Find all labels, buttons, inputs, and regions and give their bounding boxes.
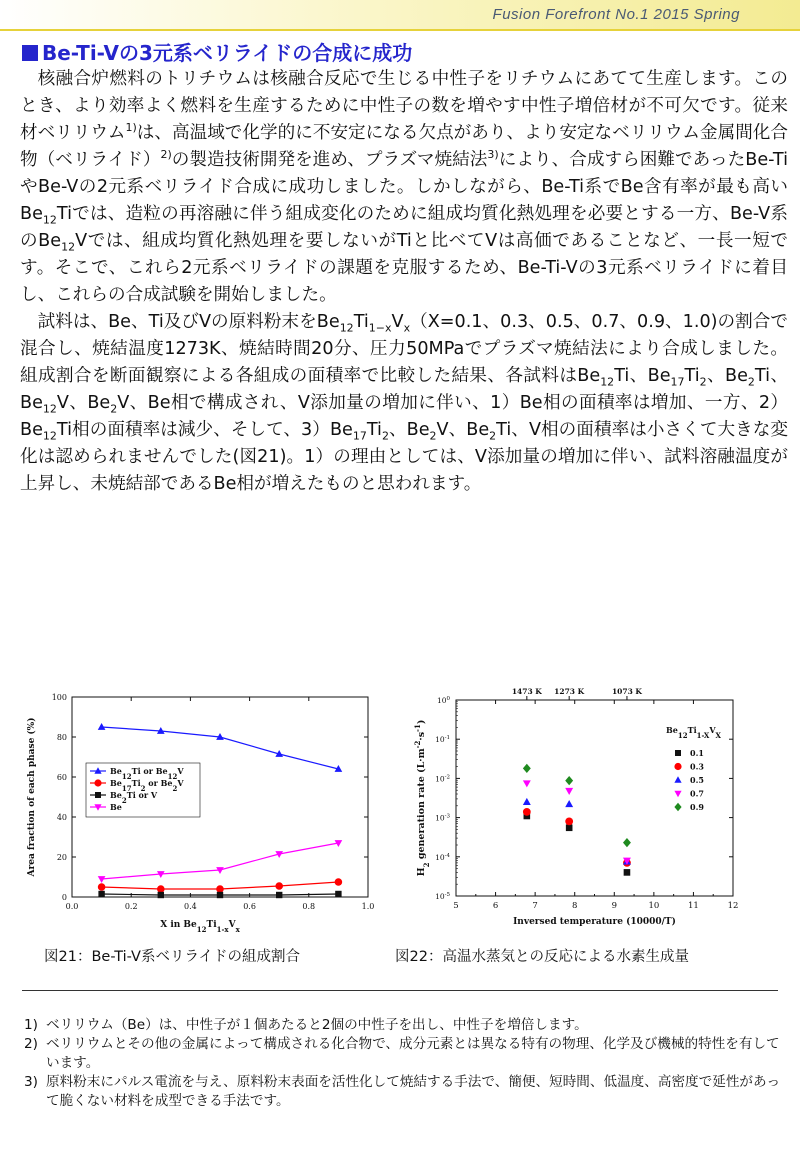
x-tick-label: 0.4 bbox=[184, 902, 197, 911]
paragraph-1 bbox=[20, 66, 788, 309]
data-point bbox=[565, 788, 573, 795]
legend-label: 0.1 bbox=[690, 748, 704, 758]
data-point bbox=[523, 798, 531, 805]
text-run: は、高温域で化学的に不安定になる欠点があり、より安定なベリリウム金属間化合物（ベリライド） bbox=[20, 123, 789, 170]
x-tick-label: 11 bbox=[688, 901, 699, 911]
text-run: の製造技術開発を進め、プラズマ焼結法 bbox=[171, 150, 488, 170]
legend-label: 0.9 bbox=[690, 802, 704, 812]
data-point bbox=[523, 780, 531, 787]
data-point bbox=[565, 817, 573, 825]
y-tick-label: $10^{-3}$ bbox=[435, 813, 450, 823]
subscript: x bbox=[403, 321, 411, 335]
text-run: Ti bbox=[366, 420, 382, 440]
subscript: 12 bbox=[42, 402, 57, 416]
x-tick-label: 1.0 bbox=[361, 902, 375, 911]
footnotes bbox=[24, 1016, 784, 1111]
legend-marker bbox=[674, 803, 681, 811]
subscript: 17 bbox=[670, 375, 685, 389]
subscript: 12 bbox=[61, 240, 76, 254]
temperature-label: 1273 K bbox=[554, 687, 585, 696]
running-head: Fusion Forefront No.1 2015 Spring bbox=[492, 6, 740, 23]
data-point bbox=[335, 878, 343, 886]
data-point bbox=[565, 800, 573, 807]
footnote-2 bbox=[24, 1035, 784, 1073]
data-point bbox=[523, 764, 531, 773]
y-tick-label: 100 bbox=[51, 693, 67, 702]
y-axis-label: Area fraction of each phase (%) bbox=[27, 717, 37, 877]
subscript: 2 bbox=[429, 429, 437, 443]
text-run: Ti、V相の面積率は小さくて大きな変化は認められませんでした(図21)。1）の理由としては、V添加量の増加に伴い、試料溶融温度が上昇し、未焼結部であるBe相が増えたものと思われます。 bbox=[20, 420, 788, 494]
x-axis-label: Inversed temperature (10000/T) bbox=[513, 917, 676, 927]
figure-22-chart bbox=[408, 685, 780, 937]
data-point bbox=[98, 883, 106, 891]
data-point bbox=[98, 723, 106, 730]
subscript: 1−x bbox=[368, 321, 392, 335]
legend-label: 0.3 bbox=[690, 761, 704, 772]
text-run: 試料は、Be、Ti及びVの原料粉末をBe bbox=[37, 312, 340, 332]
text-run: V、Be bbox=[56, 393, 111, 413]
text-run: （X=0.1、0.3、0.5、0.7、0.9、1.0)の割合で混合し、焼結温度1273K、焼結時間20分、圧力50MPaでプラズマ焼結法により合成しました。組成割合を断面観察による各組成の面積率で比較した結果、各試料はBe bbox=[20, 312, 788, 386]
x-tick-label: 12 bbox=[727, 901, 739, 911]
article-body bbox=[20, 66, 788, 498]
text-run: V、Be相で構成され、V添加量の増加に伴い、1）Be相の面積率は増加、一方、2）Be bbox=[20, 393, 788, 440]
x-tick-label: 7 bbox=[532, 901, 538, 911]
footnote-text: ベリリウム（Be）は、中性子が１個あたると2個の中性子を出し、中性子を増倍します。 bbox=[46, 1017, 588, 1033]
legend-label: 0.7 bbox=[690, 788, 704, 799]
subscript: 12 bbox=[600, 375, 615, 389]
subscript: 17 bbox=[352, 429, 367, 443]
legend-marker bbox=[95, 792, 101, 798]
data-point bbox=[98, 891, 104, 897]
temperature-label: 1473 K bbox=[511, 687, 542, 696]
data-point bbox=[98, 876, 106, 883]
y-tick-label: $10^0$ bbox=[436, 696, 450, 705]
data-point bbox=[275, 882, 283, 890]
text-run: 、Be bbox=[706, 366, 748, 386]
legend-marker bbox=[674, 791, 681, 797]
footnote-ref: 1) bbox=[125, 121, 137, 135]
subscript: 2 bbox=[489, 429, 497, 443]
data-point bbox=[335, 891, 341, 897]
footnote-1 bbox=[24, 1016, 784, 1035]
title-square-icon bbox=[22, 45, 38, 61]
data-point bbox=[624, 869, 631, 876]
legend-title: $Be_{12}Ti_{1-X}V_X$ bbox=[666, 725, 721, 740]
y-tick-label: 60 bbox=[56, 773, 67, 782]
subscript: 2 bbox=[699, 375, 707, 389]
legend-marker bbox=[675, 750, 681, 756]
legend-label: $Be_2Ti$ or V bbox=[110, 790, 158, 805]
y-tick-label: $10^{-2}$ bbox=[435, 774, 450, 784]
article-title-text: Be-Ti-Vの3元系ベリライドの合成に成功 bbox=[42, 41, 413, 65]
legend-marker bbox=[674, 763, 681, 770]
data-point bbox=[216, 885, 224, 893]
y-tick-label: 0 bbox=[61, 893, 67, 902]
text-run: Ti、Be bbox=[20, 366, 788, 413]
text-run: Ti相の面積率は減少、そして、3）Be bbox=[56, 420, 353, 440]
footnote-ref: 3) bbox=[487, 148, 499, 162]
subscript: 12 bbox=[339, 321, 354, 335]
footnote-text: ベリリウムとその他の金属によって構成される化合物で、成分元素とは異なる特有の物理、化学及び機械的特性を有しています。 bbox=[46, 1036, 780, 1071]
text-run: V bbox=[391, 312, 404, 332]
text-run: Vでは、組成均質化熱処理を要しないがTiと比べてVは高価であることなど、一長一短です。そこで、これら2元系ベリライドの課題を克服するため、Be-Ti-Vの3元系ベリライドに着目し、これらの合成試験を開始しました。 bbox=[20, 231, 788, 305]
y-tick-label: $10^{-4}$ bbox=[435, 852, 450, 862]
text-run: Tiでは、造粒の再溶融に伴う組成変化のために組成均質化熱処理を必要とする一方、Be-V系のBe bbox=[20, 204, 788, 251]
footnote-divider bbox=[22, 990, 778, 991]
subscript: 2 bbox=[110, 402, 118, 416]
x-tick-label: 6 bbox=[492, 901, 499, 911]
x-tick-label: 0.2 bbox=[124, 902, 138, 911]
x-tick-label: 9 bbox=[611, 901, 617, 911]
legend-label: 0.5 bbox=[690, 775, 704, 785]
x-tick-label: 0.6 bbox=[243, 902, 256, 911]
subscript: 2 bbox=[381, 429, 389, 443]
x-tick-label: 5 bbox=[453, 901, 459, 911]
data-point bbox=[523, 808, 531, 816]
subscript: 2 bbox=[747, 375, 755, 389]
y-axis-label: $H_2$ generation rate $(L\cdot m^{-2}\cdot s^{-1})$ bbox=[412, 719, 431, 877]
data-point bbox=[217, 892, 223, 898]
footnote-mark: 1) bbox=[24, 1017, 38, 1033]
data-point bbox=[565, 776, 573, 785]
text-run: V、Be bbox=[436, 420, 490, 440]
text-run: 、Be bbox=[388, 420, 430, 440]
article-title bbox=[22, 37, 412, 66]
x-tick-label: 8 bbox=[572, 901, 578, 911]
data-point bbox=[623, 838, 631, 847]
text-run: Ti bbox=[684, 366, 700, 386]
text-run: 核融合炉燃料のトリチウムは核融合反応で生じる中性子をリチウムにあてて生産します。このとき、より効率よく燃料を生産するために中性子の数を増やす中性子増倍材が不可欠です。従来材ベリリウム bbox=[20, 69, 788, 143]
y-tick-label: 20 bbox=[56, 853, 67, 862]
y-tick-label: $10^{-5}$ bbox=[435, 892, 450, 901]
legend-marker bbox=[674, 776, 681, 782]
footnote-text: 原料粉末にパルス電流を与え、原料粉末表面を活性化して焼結する手法で、簡便、短時間、低温度、高密度で延性があって脆くない材料を成型できる手法です。 bbox=[46, 1074, 781, 1109]
paragraph-2 bbox=[20, 309, 788, 498]
data-point bbox=[566, 824, 573, 831]
legend-label: $Be_{12}Ti$ or $Be_{12}V$ bbox=[110, 766, 184, 781]
footnote-mark: 3) bbox=[24, 1074, 38, 1090]
x-axis-label: X in $Be_{12}Ti_{1-x}V_x$ bbox=[160, 920, 240, 934]
data-point bbox=[158, 892, 164, 898]
subscript: 12 bbox=[42, 213, 57, 227]
text-run: Ti、Be bbox=[614, 366, 671, 386]
legend-marker bbox=[94, 779, 101, 786]
footnote-3 bbox=[24, 1073, 784, 1111]
data-point bbox=[276, 892, 282, 898]
x-tick-label: 10 bbox=[648, 901, 660, 911]
text-run: Ti bbox=[353, 312, 369, 332]
y-tick-label: $10^{-1}$ bbox=[435, 735, 450, 745]
figure-21-chart bbox=[16, 685, 388, 937]
legend-label: Be bbox=[110, 802, 122, 812]
footnote-mark: 2) bbox=[24, 1036, 38, 1052]
x-tick-label: 0.0 bbox=[65, 902, 79, 911]
header-rule bbox=[0, 29, 800, 31]
y-tick-label: 80 bbox=[56, 733, 67, 742]
x-tick-label: 0.8 bbox=[302, 902, 316, 911]
subscript: 12 bbox=[42, 429, 57, 443]
text-run: により、合成すら困難であったBe-TiやBe-Vの2元系ベリライド合成に成功しました。しかしながら、Be-Ti系でBe含有率が最も高いBe bbox=[20, 150, 788, 224]
legend-label: $Be_{17}Ti_2$ or $Be_2V$ bbox=[110, 778, 184, 793]
y-tick-label: 40 bbox=[56, 813, 67, 822]
footnote-ref: 2) bbox=[160, 148, 172, 162]
data-point bbox=[157, 885, 165, 893]
temperature-label: 1073 K bbox=[611, 687, 642, 696]
figure-21-caption: 図21：Be-Ti-V系ベリライドの組成割合 bbox=[44, 949, 301, 965]
figure-22-caption: 図22：高温水蒸気との反応による水素生成量 bbox=[395, 949, 689, 965]
